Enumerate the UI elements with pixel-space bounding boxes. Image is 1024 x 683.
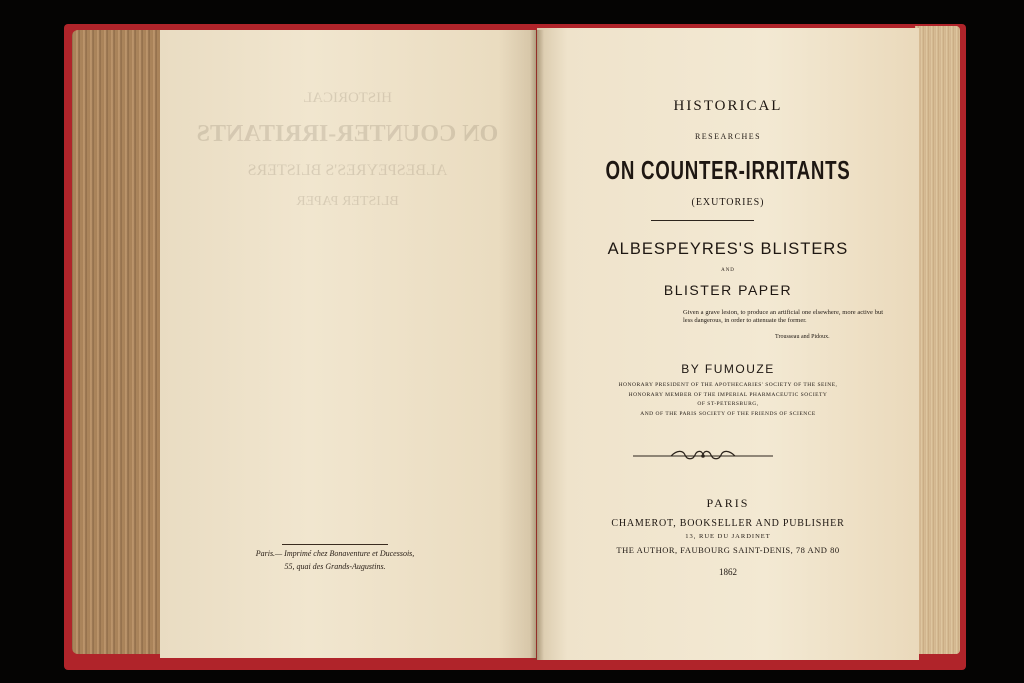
title-page	[537, 28, 919, 660]
colophon-line-2: 55, quai des Grands-Augustins.	[284, 562, 386, 571]
subtitle-and: AND	[721, 268, 735, 273]
colophon-line-1: Paris.— Imprimé chez Bonaventure et Ducessois,	[255, 549, 415, 558]
affiliation-line: HONORARY PRESIDENT OF THE APOTHECARIES' SOCIETY OF THE SEINE,	[618, 382, 838, 388]
title-historical: HISTORICAL	[673, 98, 783, 114]
colophon	[180, 544, 490, 573]
subtitle-blister-paper: BLISTER PAPER	[663, 282, 793, 298]
colophon-rule	[282, 544, 388, 545]
affiliation-line: OF ST-PETERSBURG,	[697, 401, 759, 407]
imprint-city: PARIS	[706, 496, 750, 510]
epigraph: Given a grave lesion, to produce an artificial one elsewhere, more active but less dangerous, in order to attenuate the former.	[683, 309, 883, 324]
imprint-year: 1862	[719, 567, 737, 577]
title-researches: RESEARCHES	[694, 132, 762, 141]
page-edges-left	[72, 30, 172, 654]
epigraph-source: Trousseau and Pidoux.	[775, 334, 830, 340]
author-affiliations	[537, 381, 919, 419]
subtitle-blisters: ALBESPEYRES'S BLISTERS	[607, 240, 849, 258]
title-rule	[651, 220, 754, 221]
main-title: ON COUNTER-IRRITANTS	[605, 155, 851, 185]
imprint-author-address: THE AUTHOR, FAUBOURG SAINT-DENIS, 78 AND 80	[616, 545, 840, 555]
page-edges-right	[915, 26, 960, 654]
affiliation-line: HONORARY MEMBER OF THE IMPERIAL PHARMACEUTIC SOCIETY	[628, 391, 828, 398]
author: BY FUMOUZE	[681, 362, 775, 376]
ornament-flourish	[633, 450, 773, 462]
imprint-address: 13, RUE DU JARDINET	[685, 533, 771, 540]
imprint-publisher: CHAMEROT, BOOKSELLER AND PUBLISHER	[611, 518, 845, 529]
title-exutories: (EXUTORIES)	[691, 197, 765, 208]
affiliation-line: AND OF THE PARIS SOCIETY OF THE FRIENDS OF SCIENCE	[640, 410, 816, 417]
show-through-text: HISTORICAL ON COUNTER-IRRITANTS ALBESPEYRES'S BLISTERS BLISTER PAPER	[196, 90, 499, 209]
